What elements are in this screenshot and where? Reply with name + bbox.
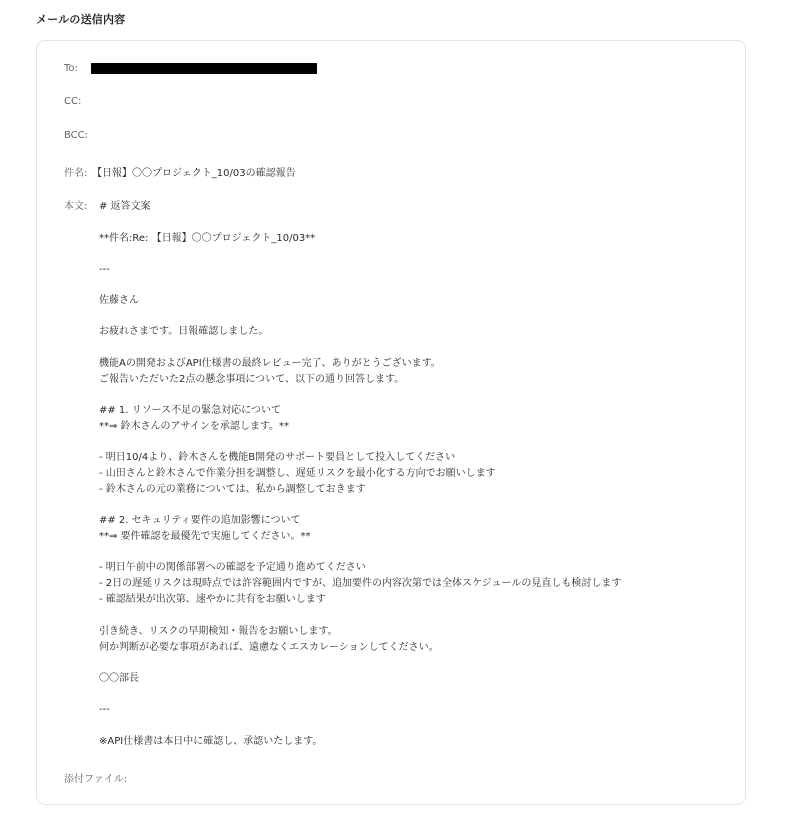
to-label: To: <box>64 63 78 74</box>
body-greeting: 佐藤さん <box>99 295 139 306</box>
body-subject-line: **件名:Re: 【日報】〇〇プロジェクト_10/03** <box>99 233 316 244</box>
section1-item: - 明日10/4より、鈴木さんを機能B開発のサポート要員として投入してください <box>99 452 456 463</box>
body-intro-line: ご報告いただいた2点の懸念事項について、以下の通り回答します。 <box>99 374 405 385</box>
bcc-label: BCC: <box>64 130 89 141</box>
section1-item: - 鈴木さんの元の業務については、私から調整しておきます <box>99 484 366 495</box>
section2-heading: ## 2. セキュリティ要件の追加影響について <box>99 515 301 526</box>
section2-decision: **⇒ 要件確認を最優先で実施してください。** <box>99 531 311 542</box>
body-separator: --- <box>99 704 110 715</box>
body-note: ※API仕様書は本日中に確認し、承認いたします。 <box>99 736 323 747</box>
mail-content-card <box>36 40 746 805</box>
body-signature: 〇〇部長 <box>99 673 139 684</box>
section1-decision: **⇒ 鈴木さんのアサインを承認します。** <box>99 421 290 432</box>
body-label: 本文: <box>64 201 88 212</box>
section-title: メールの送信内容 <box>36 13 126 26</box>
cc-label: CC: <box>64 96 82 107</box>
body-separator: --- <box>99 264 110 275</box>
body-heading: # 返答文案 <box>99 201 151 212</box>
section2-item: - 確認結果が出次第、速やかに共有をお願いします <box>99 594 326 605</box>
subject-label: 件名: <box>64 168 88 179</box>
section1-item: - 山田さんと鈴木さんで作業分担を調整し、遅延リスクを最小化する方向でお願いします <box>99 468 496 479</box>
section2-item: - 2日の遅延リスクは現時点では許容範囲内ですが、追加要件の内容次第では全体スケジュールの見直しも検討します <box>99 578 622 589</box>
redacted-recipient <box>91 63 317 74</box>
attachment-label: 添付ファイル: <box>64 774 128 785</box>
section1-heading: ## 1. リソース不足の緊急対応について <box>99 405 281 416</box>
subject-value: 【日報】〇〇プロジェクト_10/03の確認報告 <box>92 168 296 179</box>
body-closing-line: 何か判断が必要な事項があれば、遠慮なくエスカレーションしてください。 <box>99 642 439 653</box>
section2-item: - 明日午前中の関係部署への確認を予定通り進めてください <box>99 562 366 573</box>
body-intro-line: 機能Aの開発およびAPI仕様書の最終レビュー完了、ありがとうございます。 <box>99 358 441 369</box>
body-closing-line: 引き続き、リスクの早期検知・報告をお願いします。 <box>99 626 338 637</box>
body-thanks: お疲れさまです。日報確認しました。 <box>99 326 269 337</box>
